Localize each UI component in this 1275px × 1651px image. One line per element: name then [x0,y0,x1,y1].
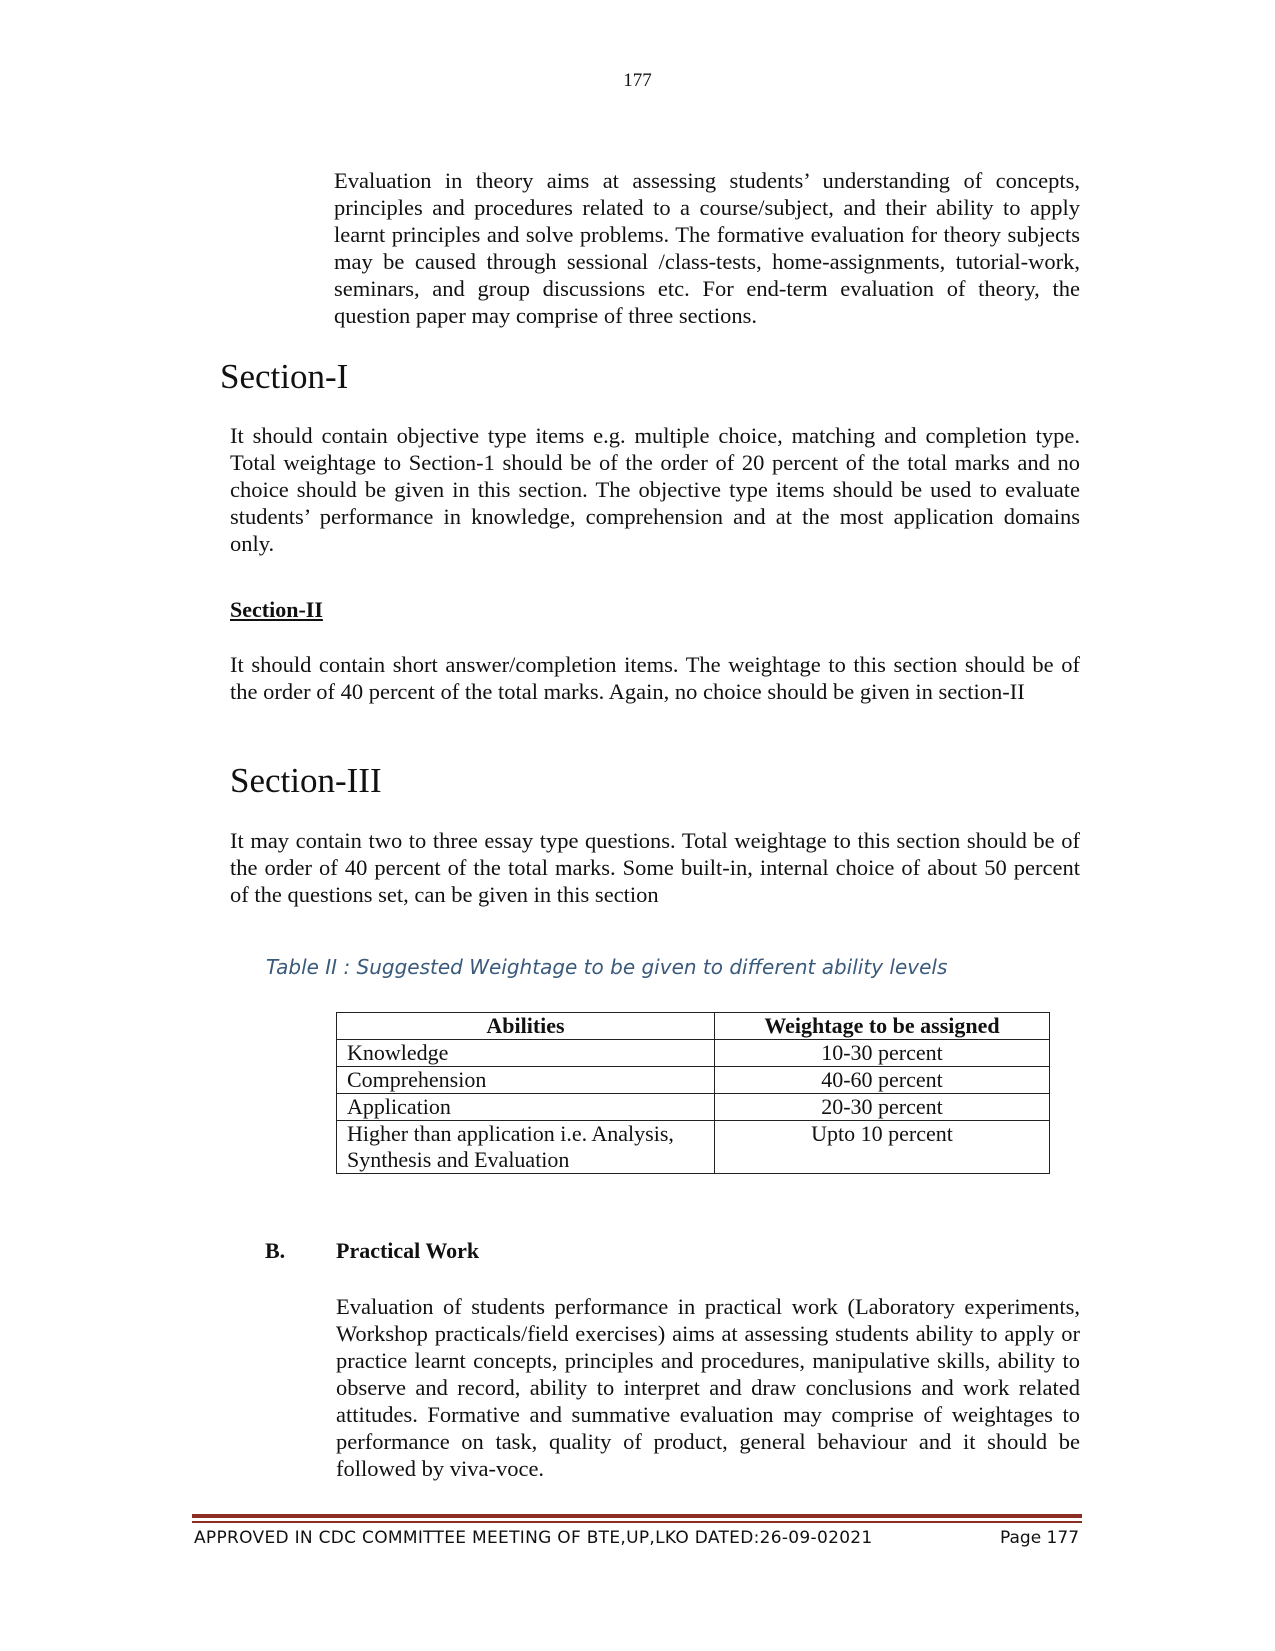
ability-cell: Application [337,1094,715,1121]
section-1-heading: Section-I [220,357,349,396]
footer-approval-text: APPROVED IN CDC COMMITTEE MEETING OF BTE,UP,LKO DATED:26-09-02021 [194,1528,873,1548]
table-caption: Table II : Suggested Weightage to be given to different ability levels [266,955,948,979]
practical-section-title: Practical Work [336,1238,480,1263]
table-header-weightage: Weightage to be assigned [715,1013,1050,1040]
table-row [337,1094,1050,1121]
footer-page-label: Page 177 [1000,1528,1080,1548]
table-header-abilities: Abilities [337,1013,715,1040]
section-2-text: It should contain short answer/completion items. The weightage to this section should be of the order of 40 percent of the total marks. Again, no choice should be given in section-II [230,652,1080,704]
practical-paragraph: Evaluation of students performance in practical work (Laboratory experiments, Workshop practicals/field exercises) aims at assessing students ability to apply or practice learnt concepts, principles and procedures, manipulative skills, ability to observe and record, ability to interpret and draw conclusions and work related attitudes. Formative and summative evaluation may comprise of weightages to performance on task, quality of product, general behaviour and it should be followed by viva-voce. [336,1294,1080,1481]
weightage-cell: 20-30 percent [715,1094,1050,1121]
ability-cell: Comprehension [337,1067,715,1094]
table-header-row [337,1013,1050,1040]
section-3-text: It may contain two to three essay type questions. Total weightage to this section should be of the order of 40 percent of the total marks. Some built-in, internal choice of about 50 percent of the questions set, can be given in this section [230,828,1080,907]
table-row [337,1067,1050,1094]
weightage-cell: Upto 10 percent [715,1121,1050,1174]
ability-cell: Knowledge [337,1040,715,1067]
weightage-table [336,1012,1050,1174]
page-number: 177 [623,70,652,91]
weightage-cell: 10-30 percent [715,1040,1050,1067]
table-row [337,1121,1050,1174]
section-3-heading: Section-III [230,761,382,800]
section-2-heading: Section-II [230,597,323,622]
weightage-cell: 40-60 percent [715,1067,1050,1094]
footer-rule [192,1514,1082,1518]
practical-section-letter: B. [265,1238,286,1263]
intro-paragraph: Evaluation in theory aims at assessing students’ understanding of concepts, principles and procedures related to a course/subject, and their ability to apply learnt principles and solve problems. The formative evaluation for theory subjects may be caused through sessional /class-tests, home-assignments, tutorial-work, seminars, and group discussions etc. For end-term evaluation of theory, the question paper may comprise of three sections. [334,168,1080,328]
footer-rule-thin [192,1521,1082,1523]
ability-cell: Higher than application i.e. Analysis, Synthesis and Evaluation [337,1121,715,1174]
table-row [337,1040,1050,1067]
section-1-text: It should contain objective type items e.g. multiple choice, matching and completion type. Total weightage to Section-1 should be of the order of 20 percent of the total marks and no choice should be given in this section. The objective type items should be used to evaluate students’ performance in knowledge, comprehension and at the most application domains only. [230,423,1080,556]
